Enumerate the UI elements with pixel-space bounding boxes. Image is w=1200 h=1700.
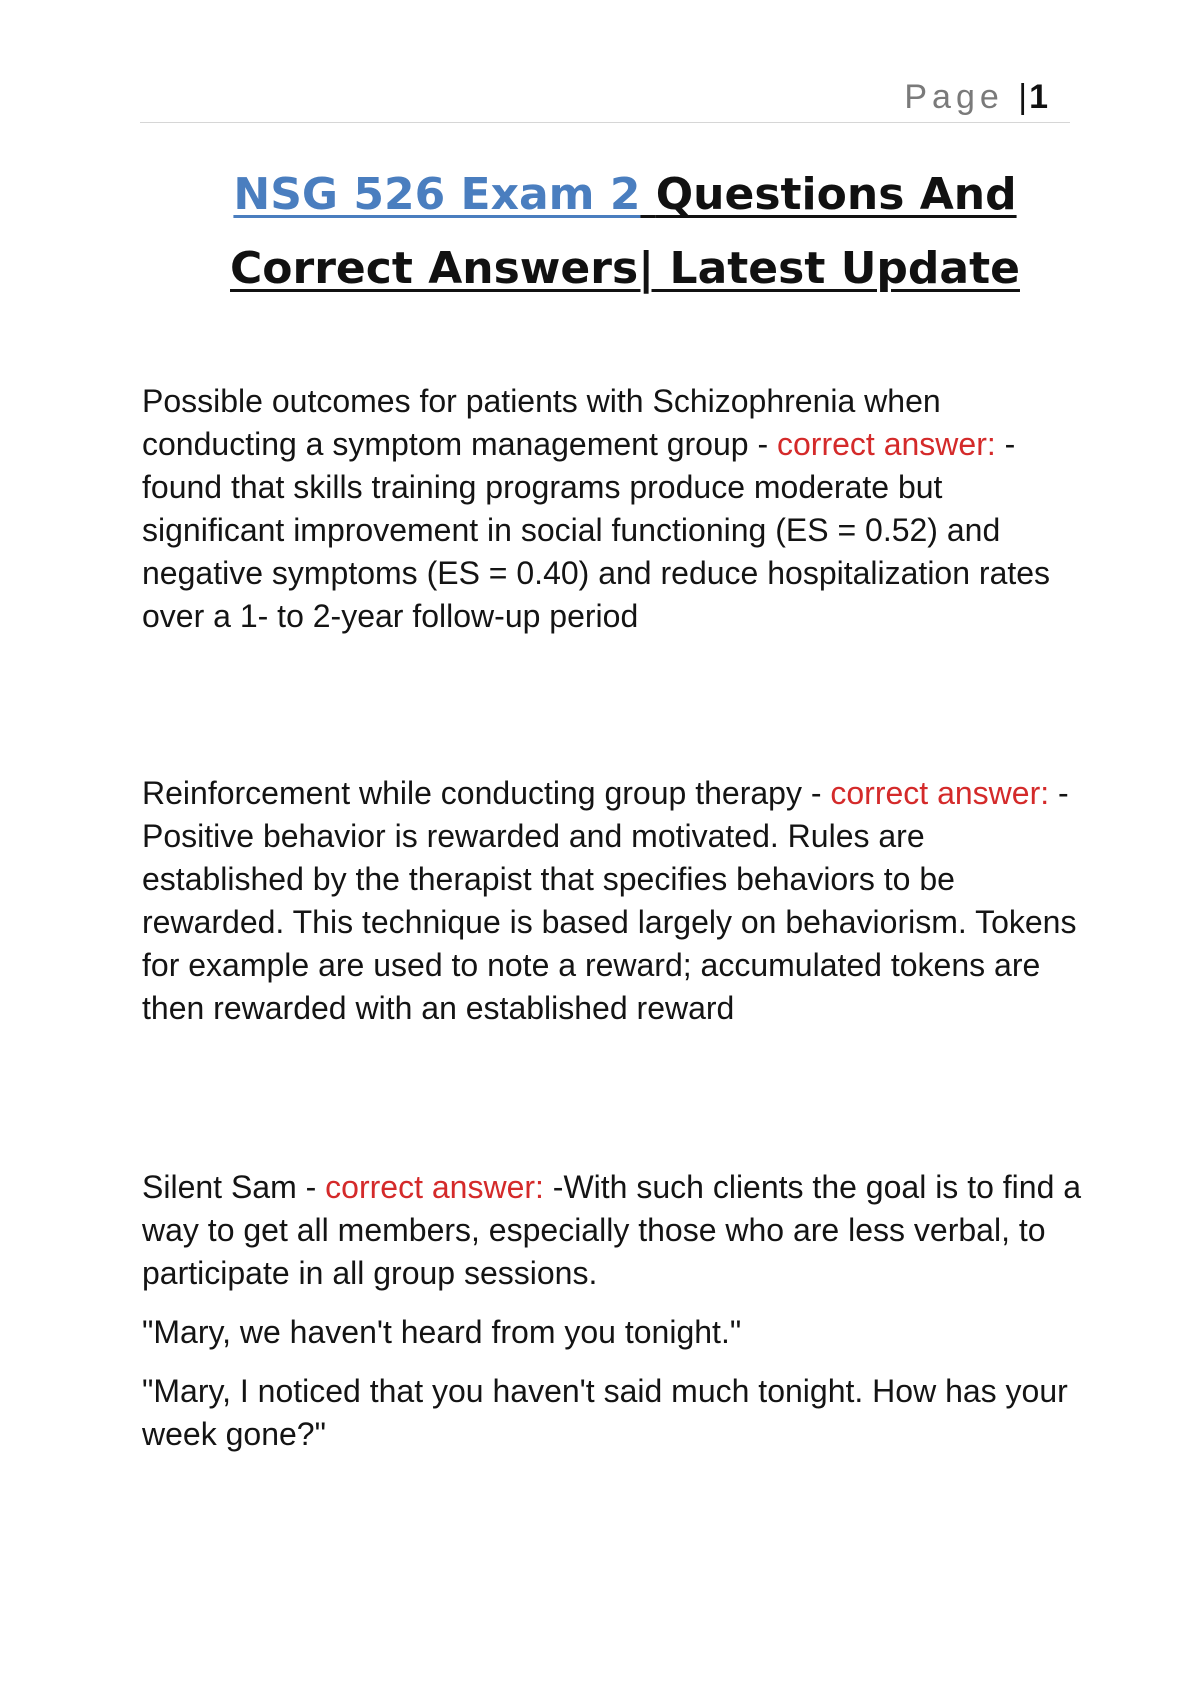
- page-separator: |: [1018, 78, 1030, 116]
- title-accent: NSG 526 Exam 2: [233, 169, 641, 220]
- answer-marker: correct answer:: [830, 775, 1050, 811]
- answer-text: -Positive behavior is rewarded and motivated. Rules are established by the therapist that specifies behaviors to be rewarded. This technique is based largely on behaviorism. Tokens for example are used to note a reward; accumulated tokens are then rewarded with an established reward: [142, 775, 1077, 1026]
- document-title: [160, 158, 1090, 306]
- qa-paragraph: [142, 1166, 1082, 1295]
- page-header: [140, 70, 1070, 123]
- example-quote: "Mary, I noticed that you haven't said much tonight. How has your week gone?": [142, 1373, 1068, 1452]
- answer-marker: correct answer:: [325, 1169, 544, 1205]
- answer-text: -With such clients the goal is to find a way to get all members, especially those who are less verbal, to participate in all group sessions.: [142, 1169, 1082, 1291]
- qa-paragraph: [142, 772, 1082, 1030]
- answer-marker: correct answer:: [777, 426, 996, 462]
- page-label: Page: [904, 78, 1004, 116]
- page-number: [904, 78, 1048, 117]
- answer-text: -found that skills training programs produce moderate but significant improvement in social functioning (ES = 0.52) and negative symptoms (ES = 0.40) and reduce hospitalization rates over a 1- to 2-year follow-up period: [142, 426, 1051, 634]
- question-text: Silent Sam -: [142, 1169, 326, 1205]
- page-number-value: 1: [1029, 78, 1048, 116]
- question-text: Reinforcement while conducting group therapy -: [142, 775, 831, 811]
- qa-item: [142, 772, 1082, 1030]
- title-line1-rest: Questions And: [655, 169, 1017, 220]
- qa-item: [142, 1166, 1082, 1456]
- question-text: Possible outcomes for patients with Schizophrenia when conducting a symptom management group -: [142, 383, 941, 462]
- example-quote: "Mary, we haven't heard from you tonight.": [142, 1314, 742, 1350]
- qa-paragraph: [142, 380, 1082, 638]
- title-line2: Correct Answers| Latest Update: [230, 243, 1020, 294]
- qa-item: [142, 380, 1082, 638]
- title-space: [640, 169, 655, 220]
